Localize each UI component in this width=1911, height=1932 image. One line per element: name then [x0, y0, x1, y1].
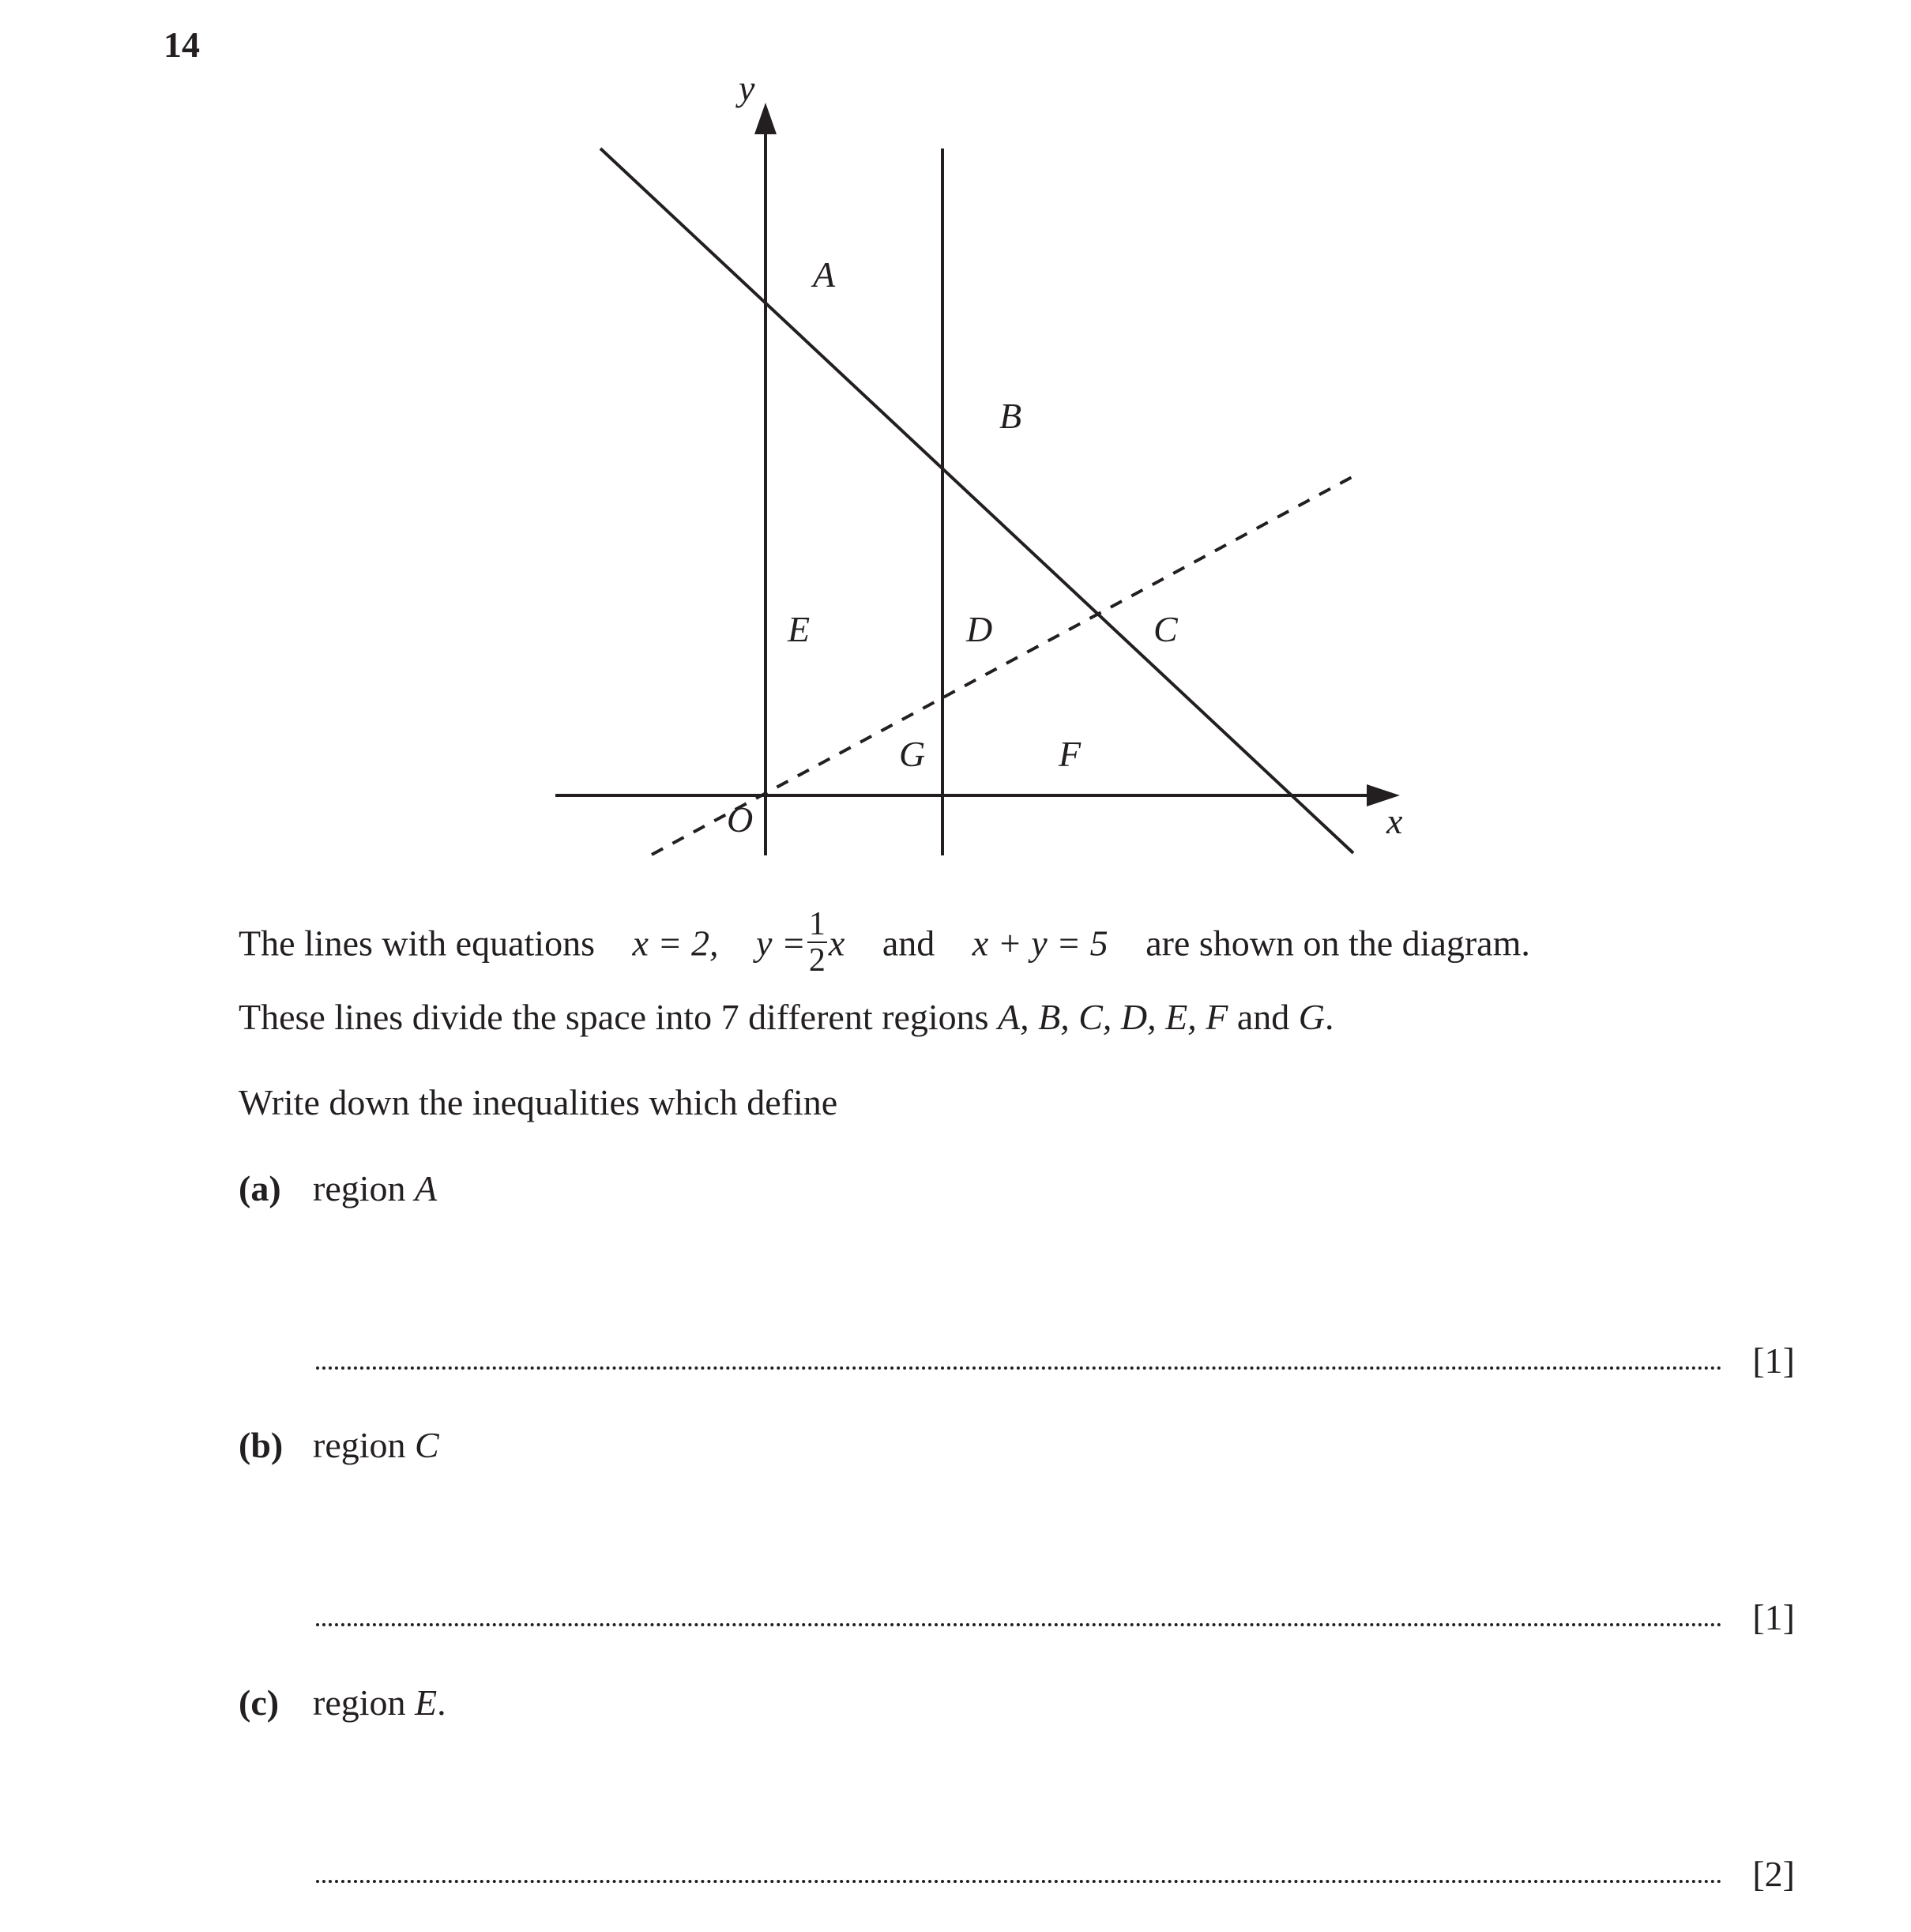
part-c-answer-row: [316, 1856, 1795, 1896]
y-axis-arrowhead: [754, 103, 777, 134]
regions-last: G: [1298, 997, 1325, 1037]
part-b-text: region: [313, 1425, 406, 1465]
regions-prefix: These lines divide the space into 7 different regions: [239, 997, 989, 1037]
region-label-c: C: [1153, 609, 1178, 649]
region-label-a: A: [813, 254, 836, 295]
fraction-one-half: [807, 908, 827, 977]
origin-label: O: [727, 799, 754, 840]
part-b: [239, 1427, 439, 1464]
part-a-answer-line[interactable]: [316, 1366, 1722, 1370]
part-c-marks: [2]: [1752, 1854, 1795, 1894]
part-c-answer-line[interactable]: [316, 1880, 1722, 1883]
equation-y-var: x: [828, 923, 845, 964]
regions-sentence: [239, 999, 1334, 1036]
regions-and: and: [1236, 997, 1290, 1037]
intro-text-start: The lines with equations: [239, 923, 595, 964]
region-label-f: F: [1059, 734, 1082, 774]
x-axis-label: x: [1386, 801, 1403, 841]
line-y-equals-half-x: [652, 475, 1355, 855]
equation-x-equals-2: x = 2,: [632, 923, 719, 964]
region-label-e: E: [788, 609, 811, 649]
regions-end: .: [1325, 997, 1334, 1037]
part-b-label: (b): [239, 1425, 284, 1465]
equation-x-plus-y: x + y = 5: [972, 923, 1108, 964]
part-a-answer-row: [316, 1340, 1795, 1382]
part-b-region: C: [415, 1425, 439, 1465]
part-c-region: E: [415, 1682, 438, 1723]
part-c: [239, 1682, 446, 1723]
region-label-b: B: [999, 396, 1022, 436]
regions-list: A, B, C, D, E, F: [998, 997, 1228, 1037]
part-c-text: region: [313, 1682, 406, 1723]
fraction-numerator: 1: [808, 906, 826, 942]
intro-text-end: are shown on the diagram.: [1145, 923, 1530, 964]
instruction: Write down the inequalities which define: [239, 1082, 838, 1122]
part-c-label: (c): [239, 1682, 280, 1723]
part-a-region: A: [415, 1168, 438, 1208]
part-b-marks: [1]: [1752, 1597, 1795, 1637]
question-number: 14: [164, 24, 200, 65]
fraction-denominator: 2: [808, 942, 826, 979]
part-a-label: (a): [239, 1168, 281, 1208]
part-a-text: region: [313, 1168, 406, 1208]
intro-and: and: [882, 923, 935, 964]
part-b-answer-row: [316, 1599, 1795, 1639]
part-b-answer-line[interactable]: [316, 1623, 1722, 1626]
y-axis-label: y: [739, 68, 755, 108]
part-a: [239, 1168, 438, 1208]
part-c-suffix: .: [437, 1682, 446, 1723]
region-label-d: D: [966, 609, 993, 649]
part-a-marks: [1]: [1752, 1340, 1795, 1381]
intro-sentence: [239, 906, 1530, 982]
line-x-plus-y-equals-5: [600, 148, 1353, 853]
equation-y-lhs: y =: [755, 923, 806, 964]
inequality-regions-diagram: [0, 0, 1911, 869]
region-label-g: G: [899, 734, 926, 774]
